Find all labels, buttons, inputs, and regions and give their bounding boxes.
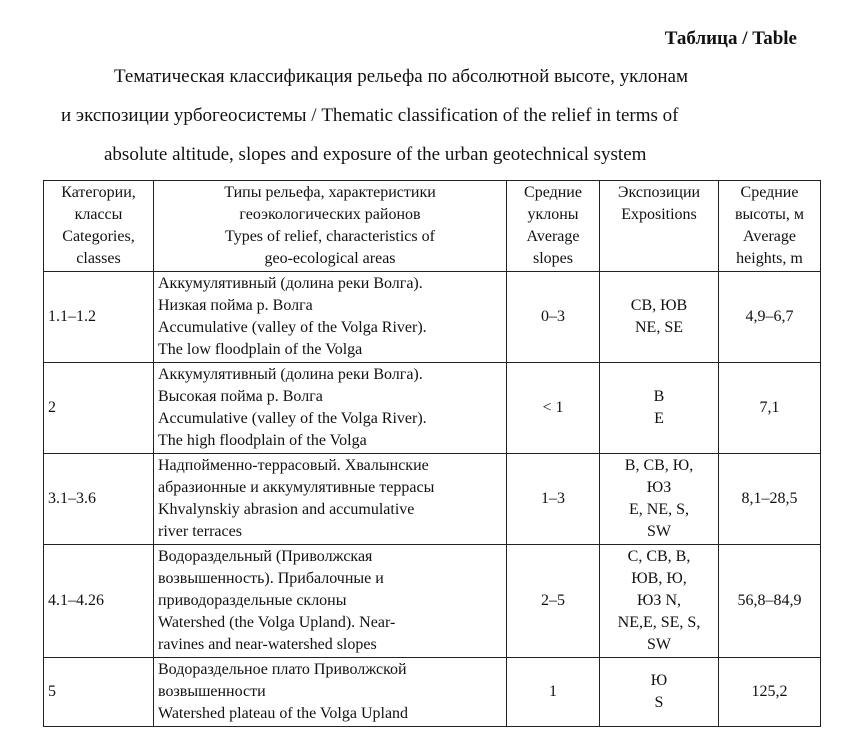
row-category: 4.1–4.26 bbox=[44, 545, 154, 658]
row-category: 3.1–3.6 bbox=[44, 454, 154, 545]
table-title-line-3: absolute altitude, slopes and exposure of the urban geotechnical system bbox=[104, 144, 647, 165]
row-exposition: В E bbox=[600, 363, 719, 454]
row-relief-type: Аккумулятивный (долина реки Волга). Низкая пойма р. Волга Accumulative (valley of the Volga River). The low floodplain of the Volga bbox=[154, 272, 507, 363]
row-slopes: 2–5 bbox=[507, 545, 600, 658]
header-expositions: Экспозиции Expositions bbox=[600, 181, 719, 272]
table-row bbox=[44, 272, 821, 363]
row-relief-type: Надпойменно-террасовый. Хвалынские абразионные и аккумулятивные террасы Khvalynskiy abrasion and accumulative river terraces bbox=[154, 454, 507, 545]
table-row bbox=[44, 454, 821, 545]
table-row bbox=[44, 363, 821, 454]
header-categories: Категории, классы Categories, classes bbox=[44, 181, 154, 272]
row-slopes: 0–3 bbox=[507, 272, 600, 363]
row-category: 5 bbox=[44, 658, 154, 727]
row-category: 2 bbox=[44, 363, 154, 454]
header-average-heights: Средние высоты, м Average heights, m bbox=[719, 181, 821, 272]
table-title-line-1: Тематическая классификация рельефа по абсолютной высоте, уклонам bbox=[114, 66, 688, 87]
row-exposition: Ю S bbox=[600, 658, 719, 727]
table-title-line-2: и экспозиции урбогеосистемы / Thematic classification of the relief in terms of bbox=[61, 105, 679, 126]
row-exposition: В, СВ, Ю, ЮЗ E, NE, S, SW bbox=[600, 454, 719, 545]
header-average-slopes: Средние уклоны Average slopes bbox=[507, 181, 600, 272]
row-exposition: С, СВ, В, ЮВ, Ю, ЮЗ N, NE,E, SE, S, SW bbox=[600, 545, 719, 658]
row-heights: 4,9–6,7 bbox=[719, 272, 821, 363]
row-heights: 56,8–84,9 bbox=[719, 545, 821, 658]
table-caption-label: Таблица / Table bbox=[664, 28, 797, 49]
table-row bbox=[44, 658, 821, 727]
row-heights: 7,1 bbox=[719, 363, 821, 454]
row-relief-type: Водораздельное плато Приволжской возвышенности Watershed plateau of the Volga Upland bbox=[154, 658, 507, 727]
row-slopes: 1 bbox=[507, 658, 600, 727]
table-header-row bbox=[44, 181, 821, 272]
row-relief-type: Аккумулятивный (долина реки Волга). Высокая пойма р. Волга Accumulative (valley of the Volga River). The high floodplain of the Volga bbox=[154, 363, 507, 454]
table-row bbox=[44, 545, 821, 658]
row-slopes: 1–3 bbox=[507, 454, 600, 545]
header-relief-types: Типы рельефа, характеристики геоэкологических районов Types of relief, characteristics of geo-ecological areas bbox=[154, 181, 507, 272]
row-relief-type: Водораздельный (Приволжская возвышенность). Прибалочные и приводораздельные склоны Watershed (the Volga Upland). Near- ravines and near-watershed slopes bbox=[154, 545, 507, 658]
row-category: 1.1–1.2 bbox=[44, 272, 154, 363]
row-heights: 8,1–28,5 bbox=[719, 454, 821, 545]
relief-classification-table bbox=[43, 180, 821, 727]
row-exposition: СВ, ЮВ NE, SE bbox=[600, 272, 719, 363]
row-heights: 125,2 bbox=[719, 658, 821, 727]
row-slopes: < 1 bbox=[507, 363, 600, 454]
